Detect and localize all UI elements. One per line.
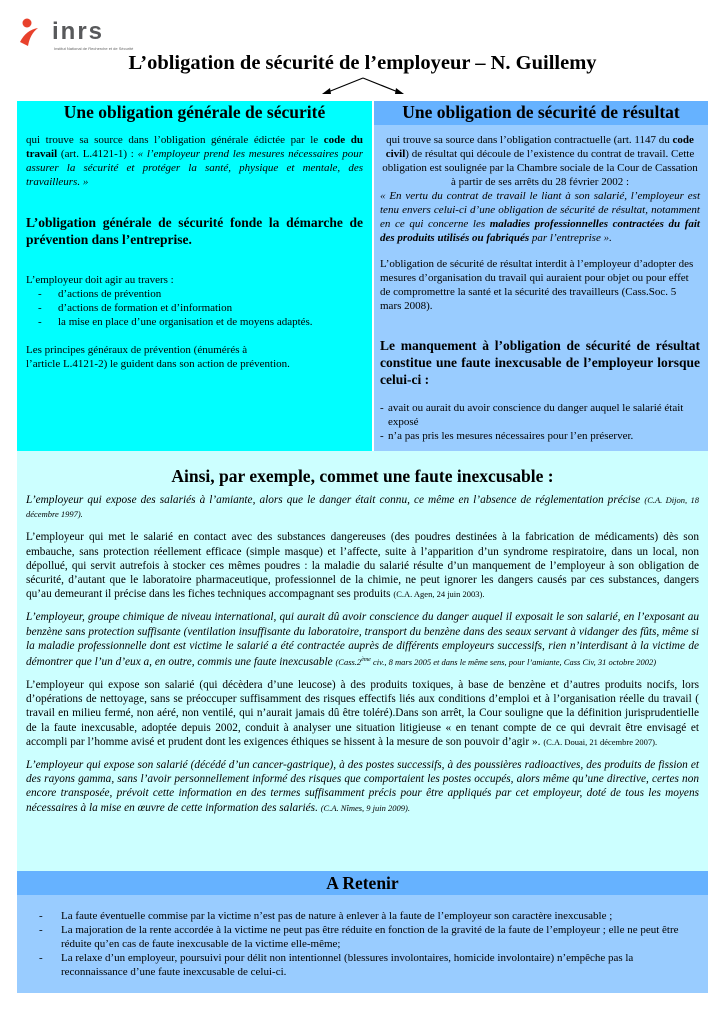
- right-source: qui trouve sa source dans l’obligation contractuelle (art. 1147 du code civil) de résultat qui découle de l’existence du contrat de travail. Cette obligation est soulignée par la Chambre sociale de la Cour de Cassation à partir de ses arrêts du 28 février 2002 :: [382, 134, 698, 188]
- list-item: - la mise en place d’une organisation et de moyens adaptés.: [26, 315, 363, 329]
- example-3: L’employeur, groupe chimique de niveau international, qui aurait dû avoir conscience du danger auquel il exposait le son salarié, en l’exposant au benzène sans protection suffisante (ventilation insuffisante du laboratoire, transport du benzène dans des seaux servant à vidanger des fûts, même si la maladie professionnelle dont est victime le salarié a été contractée auprès de différents employeurs successifs, rien n’interdisant à la victime de démontrer que l’un d’eux a, en outre, commis une faute inexcusable (Cass.2ème civ., 8 mars 2005 et dans le même sens, pour l’amiante, Cass Civ, 31 octobre 2002): [26, 611, 699, 668]
- principles-line-1: Les principes généraux de prévention (énumérés à: [26, 344, 248, 356]
- split-arrows-icon: [318, 76, 408, 98]
- list-item: - d’actions de formation et d’information: [26, 301, 363, 315]
- page-title: L’obligation de sécurité de l’employeur – N. Guillemy: [128, 52, 597, 74]
- example-5: L’employeur qui expose son salarié (décédé d’un cancer-gastrique), à des postes successifs, à des poussières radioactives, des produits de fission et des rayons gamma, sans l’avoir personnellement informé des risques que comportaient les postes occupés, alors même qu’une directive, certes non encore transposée, prévoit cette information en des termes suffisamment précis pour être appliqués par cet employeur, doté de tous les moyens nécessaires à la mise en œuvre de cette information des salariés. (C.A. Nîmes, 9 juin 2009).: [26, 759, 699, 814]
- action-list: [26, 287, 363, 329]
- condition-list: [380, 401, 700, 443]
- action-intro: L’employeur doit agir au travers :: [26, 274, 174, 286]
- interdit-text: L’obligation de sécurité de résultat interdit à l’employeur d’adopter des mesures d’organisation du travail qui auraient pour objet ou pour effet de compromettre la santé et la sécurité des travailleurs (Cass.Soc. 5 mars 2008).: [380, 258, 694, 312]
- logo-figure-icon: [18, 16, 48, 50]
- cassation-quote: « En vertu du contrat de travail le liant à son salarié, l’employeur est tenu envers celui-ci d’une obligation de sécurité de résultat, notamment en ce qui concerne les maladies professionnelles contractées du fait des produits utilisés ou fabriqués par l’entreprise ».: [380, 190, 700, 244]
- examples-panel: [17, 451, 708, 871]
- list-item: - La faute éventuelle commise par la victime n’est pas de nature à enlever à la faute de l’employeur son caractère inexcusable ;: [17, 909, 696, 923]
- general-obligation-panel: [17, 101, 372, 451]
- right-lead: Le manquement à l’obligation de sécurité de résultat constitue une faute inexcusable de l’employeur lorsque celui-ci :: [380, 337, 700, 387]
- list-item: - La majoration de la rente accordée à la victime ne peut pas être réduite en fonction de la gravité de la faute de l’employeur ; elle ne peut être réduite qu’en cas de faute inexcusable de la victime elle-même;: [17, 923, 696, 951]
- list-item: - avait ou aurait du avoir conscience du danger auquel le salarié était exposé: [380, 401, 700, 429]
- example-2: L’employeur qui met le salarié en contact avec des substances dangereuses (des poudres destinées à la fabrication de médicaments) dès son embauche, sans protection réellement efficace (simple masque) et l’affecte, suite à l’apparition d’un syndrome respiratoire, dans un local, non dépollué, qui servit autrefois à stocker ces mêmes poudres : la maladie du salarié résulte d’un manquement de l’employeur à son obligation de sécurité, d’autant que le laboratoire pharmaceutique, professionnel de la chimie, ne peut ignorer les dangers causés par ces substances, dangers qu’au demeurant il précise dans les fiches techniques accompagnant ses produits (C.A. Agen, 24 juin 2003).: [26, 531, 699, 601]
- left-intro: qui trouve sa source dans l’obligation générale édictée par le code du travail (art. L.4121-1) : « l’employeur prend les mesures nécessaires pour assurer la sécurité et protéger la santé, physique et mentale, des travailleurs. »: [26, 134, 363, 188]
- list-item: - d’actions de prévention: [26, 287, 363, 301]
- retenir-list: [17, 909, 708, 979]
- left-heading: Une obligation générale de sécurité: [63, 102, 326, 122]
- list-item: - La relaxe d’un employeur, poursuivi pour délit non intentionnel (blessures involontaires, homicide involontaire) n’empêche pas la reconnaissance d’une faute inexcusable de celui-ci.: [17, 951, 696, 979]
- example-1: L’employeur qui expose des salariés à l’amiante, alors que le danger était connu, ce même en l’absence de réglementation précise (C.A. Dijon, 18 décembre 1997).: [26, 494, 699, 520]
- left-lead: L’obligation générale de sécurité fonde la démarche de prévention dans l’entreprise.: [26, 214, 363, 247]
- list-item: - n’a pas pris les mesures nécessaires pour l’en préserver.: [380, 429, 700, 443]
- example-4: L’employeur qui expose son salarié (qui décèdera d’une leucose) à des produits toxiques, à base de benzène et d’autres produits nocifs, lors d’opérations de nettoyage, sans se préoccuper suffisamment des risques effectifs liés aux conditions d’emploi et à l’organisation réelle du travail ( travail en milieu fermé, non aéré, non ventilé, qui n’aurait jamais dû être toléré).Dans son arrêt, la Cour souligne que la définition jurisprudentielle de la faute inexcusable, adoptée depuis 2002, conduit à analyser une situation litigieuse « en tenant compte de ce qui devrait être envisagé et accompli par l’homme avisé et prudent dont les exigences éthiques se hissent à la mesure de son pouvoir d’agir ». (C.A. Douai, 21 décembre 2007).: [26, 679, 699, 748]
- logo-subtitle: Institut National de Recherche et de Sécurité: [54, 46, 134, 51]
- retenir-panel: [17, 871, 708, 993]
- retenir-heading: A Retenir: [17, 871, 708, 895]
- logo-text: inrs: [52, 18, 105, 45]
- result-obligation-panel: [374, 101, 708, 451]
- examples-heading: Ainsi, par exemple, commet une faute inexcusable :: [171, 466, 554, 486]
- principles-line-2: l’article L.4121-2) le guident dans son action de prévention.: [26, 358, 290, 370]
- right-heading: Une obligation de sécurité de résultat: [374, 101, 708, 125]
